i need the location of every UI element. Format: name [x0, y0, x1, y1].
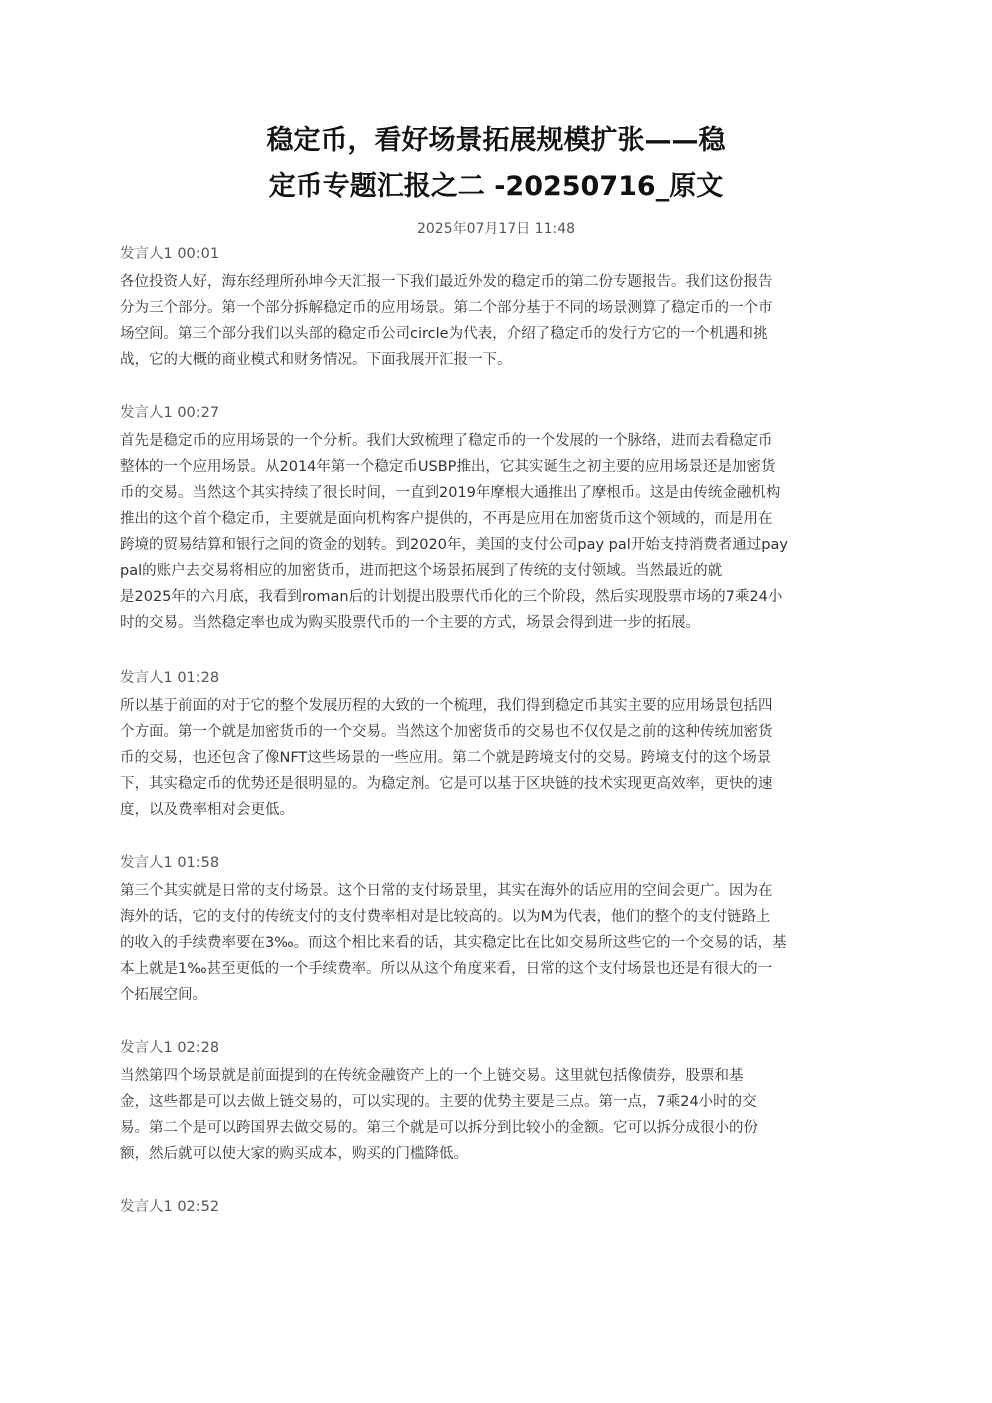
speaker-label: 发言人1 02:52 — [120, 1199, 220, 1215]
transcript-section — [120, 403, 872, 636]
transcript-section — [120, 853, 872, 1008]
transcript-section — [120, 1197, 872, 1222]
transcript-paragraph — [120, 428, 872, 636]
speaker-label: 发言人1 02:28 — [120, 1040, 220, 1056]
paragraph-line: 当然第四个场景就是前面提到的在传统金融资产上的一个上链交易。这里就包括像债券，股票和基 — [120, 1068, 744, 1084]
paragraph-line: 易。第二个是可以跨国界去做交易的。第三个就是可以拆分到比较小的金额。它可以拆分成很小的份 — [120, 1120, 758, 1136]
paragraph-line: 度，以及费率相对会更低。 — [120, 802, 294, 818]
paragraph-line: 时的交易。当然稳定率也成为购买股票代币的一个主要的方式，场景会得到进一步的拓展。 — [120, 615, 700, 631]
speaker-label: 发言人1 01:58 — [120, 855, 220, 871]
paragraph-line: 个拓展空间。 — [120, 987, 207, 1003]
paragraph-line: 各位投资人好，海东经理所孙坤今天汇报一下我们最近外发的稳定币的第二份专题报告。我们这份报告 — [120, 274, 773, 290]
paragraph-line: 额，然后就可以使大家的购买成本，购买的门槛降低。 — [120, 1146, 468, 1162]
paragraph-line: 战，它的大概的商业模式和财务情况。下面我展开汇报一下。 — [120, 352, 512, 368]
paragraph-line: 首先是稳定币的应用场景的一个分析。我们大致梳理了稳定币的一个发展的一个脉络，进而去看稳定币 — [120, 433, 773, 449]
transcript-section — [120, 244, 872, 373]
title-line-1: 稳定币，看好场景拓展规模扩张——稳 — [266, 125, 726, 156]
paragraph-line: 币的交易，也还包含了像NFT这些场景的一些应用。第二个就是跨境支付的交易。跨境支付的这个场景 — [120, 750, 772, 766]
paragraph-line: 是2025年的六月底，我看到roman后的计划提出股票代币化的三个阶段，然后实现股票市场的7乘24小 — [120, 589, 783, 605]
paragraph-line: 下，其实稳定币的优势还是很明显的。为稳定剂。它是可以基于区块链的技术实现更高效率，更快的速 — [120, 776, 773, 792]
paragraph-line: 本上就是1‰甚至更低的一个手续费率。所以从这个角度来看，日常的这个支付场景也还是有很大的一 — [120, 961, 773, 977]
paragraph-line: 第三个其实就是日常的支付场景。这个日常的支付场景里，其实在海外的话应用的空间会更广。因为在 — [120, 883, 773, 899]
title-line-2: 定币专题汇报之二 -20250716_原文 — [268, 171, 724, 202]
document-timestamp: 2025年07月17日 11:48 — [416, 221, 576, 237]
transcript-section — [120, 1038, 872, 1167]
paragraph-line: 海外的话，它的支付的传统支付的支付费率相对是比较高的。以为M为代表，他们的整个的支付链路上 — [120, 909, 771, 925]
speaker-label: 发言人1 00:27 — [120, 405, 220, 421]
paragraph-line: 分为三个部分。第一个部分拆解稳定币的应用场景。第二个部分基于不同的场景测算了稳定币的一个市 — [120, 300, 773, 316]
transcript-paragraph — [120, 878, 872, 1008]
transcript-section — [120, 668, 872, 823]
paragraph-line: 场空间。第三个部分我们以头部的稳定币公司circle为代表，介绍了稳定币的发行方它的一个机遇和挑 — [120, 326, 768, 342]
paragraph-line: 整体的一个应用场景。从2014年第一个稳定币USBP推出，它其实诞生之初主要的应用场景还是加密货 — [120, 459, 776, 475]
document-title — [120, 118, 872, 210]
paragraph-line: 金，这些都是可以去做上链交易的，可以实现的。主要的优势主要是三点。第一点，7乘24小时的交 — [120, 1094, 757, 1110]
paragraph-line: 的收入的手续费率要在3‰。而这个相比来看的话，其实稳定比在比如交易所这些它的一个交易的话，基 — [120, 935, 787, 951]
transcript-paragraph — [120, 1063, 872, 1167]
paragraph-line: 币的交易。当然这个其实持续了很长时间，一直到2019年摩根大通推出了摩根币。这是由传统金融机构 — [120, 485, 781, 501]
paragraph-line: pal的账户去交易将相应的加密货币，进而把这个场景拓展到了传统的支付领域。当然最近的就 — [120, 563, 723, 579]
paragraph-line: 推出的这个首个稳定币，主要就是面向机构客户提供的，不再是应用在加密货币这个领域的，而是用在 — [120, 511, 773, 527]
speaker-label: 发言人1 00:01 — [120, 246, 220, 262]
paragraph-line: 所以基于前面的对于它的整个发展历程的大致的一个梳理，我们得到稳定币其实主要的应用场景包括四 — [120, 698, 773, 714]
speaker-label: 发言人1 01:28 — [120, 670, 220, 686]
paragraph-line: 个方面。第一个就是加密货币的一个交易。当然这个加密货币的交易也不仅仅是之前的这种传统加密货 — [120, 724, 773, 740]
paragraph-line: 跨境的贸易结算和银行之间的资金的划转。到2020年，美国的支付公司pay pal开始支持消费者通过pay — [120, 537, 788, 553]
transcript-paragraph — [120, 269, 872, 373]
transcript-paragraph — [120, 693, 872, 823]
